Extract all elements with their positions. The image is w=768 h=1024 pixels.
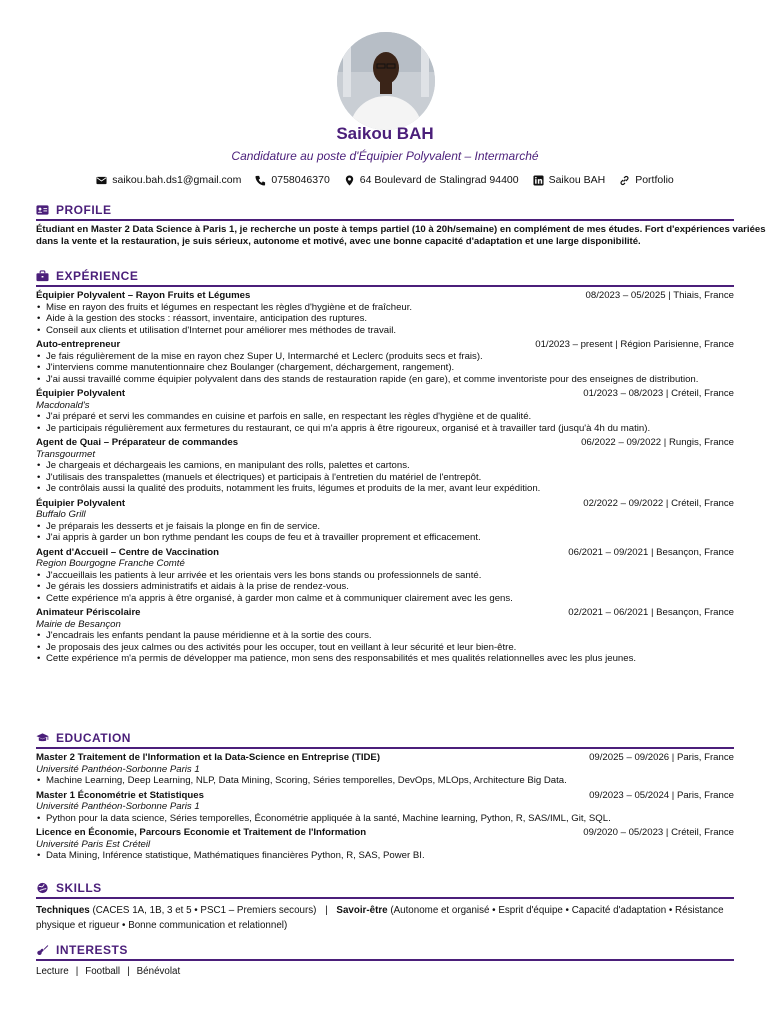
entry-title: Animateur Périscolaire (36, 607, 141, 618)
interest-item: Bénévolat (136, 966, 181, 977)
education-section (36, 730, 734, 862)
bullet-item: • J'encadrais les enfants pendant la pause méridienne et à la sortie des cours. (36, 630, 734, 642)
contact-portfolio[interactable] (619, 174, 674, 186)
contact-linkedin[interactable] (533, 174, 606, 186)
education-entry (36, 790, 734, 825)
entry-date-location: 01/2023 – 08/2023 | Créteil, France (583, 388, 734, 399)
interest-separator: | (75, 966, 79, 977)
contact-portfolio-text: Portfolio (635, 174, 674, 186)
id-card-icon (36, 204, 49, 216)
skills-technical-label: Techniques (36, 905, 90, 916)
bullet-item: • Cette expérience m'a appris à être organisé, à garder mon calme et à communiquer clairement avec les gens. (36, 593, 734, 605)
profile-heading-text: PROFILE (56, 203, 112, 217)
interests-heading-text: INTERESTS (56, 943, 128, 957)
bullet-item: • Aide à la gestion des stocks : réassort, inventaire, anticipation des ruptures. (36, 313, 734, 325)
entry-date-location: 02/2021 – 06/2021 | Besançon, France (568, 607, 734, 618)
bullet-item: • Conseil aux clients et utilisation d'Internet pour améliorer mes méthodes de travail. (36, 325, 734, 337)
entry-organization: Macdonald's (36, 399, 90, 411)
experience-entry (36, 547, 734, 605)
interest-item: Football (85, 966, 121, 977)
skills-content (36, 903, 734, 933)
location-pin-icon (344, 175, 355, 186)
education-entry (36, 827, 734, 862)
entry-title: Auto-entrepreneur (36, 339, 121, 350)
profile-section (36, 202, 766, 247)
bullet-item: • J'ai aussi travaillé comme équipier polyvalent dans des stands de restauration rapide (en gare), et comme inventoriste pour des enseignes de distribution. (36, 374, 734, 386)
experience-heading (36, 268, 734, 287)
interests-heading (36, 942, 734, 961)
entry-date-location: 09/2025 – 09/2026 | Paris, France (589, 752, 734, 763)
entry-organization: Buffalo Grill (36, 509, 86, 520)
candidate-name: Saikou BAH (336, 124, 434, 143)
entry-organization: Université Paris Est Créteil (36, 838, 151, 850)
contact-linkedin-text: Saikou BAH (548, 174, 606, 186)
education-heading (36, 730, 734, 749)
guitar-icon (36, 944, 49, 956)
contact-phone[interactable] (255, 174, 329, 186)
entry-header (36, 547, 734, 559)
interest-separator: | (127, 966, 130, 977)
experience-entry (36, 607, 734, 665)
interests-section (36, 942, 734, 977)
skills-soft-text: (Autonome et organisé • Esprit d'équipe • Capacité d'adaptation • Résistance physique et rigueur • Bonne communication et relationnel) (36, 905, 724, 931)
interest-item: Lecture (36, 966, 69, 977)
entry-date-location: 06/2022 – 09/2022 | Rungis, France (581, 437, 734, 448)
experience-entry (36, 388, 734, 434)
contact-email-text: saikou.bah.ds1@gmail.com (112, 174, 242, 186)
experience-list (36, 290, 734, 665)
briefcase-icon (36, 270, 49, 282)
interests-content (36, 966, 734, 977)
skills-technical-text: (CACES 1A, 1B, 3 et 5 • PSC1 – Premiers secours) (92, 905, 317, 916)
entry-title: Équipier Polyvalent (36, 497, 126, 509)
bullet-item: • Data Mining, Inférence statistique, Mathématiques financières Python, R, SAS, Power BI. (36, 850, 734, 862)
contact-address (344, 174, 519, 186)
entry-title: Agent de Quai – Préparateur de commandes (36, 437, 239, 448)
entry-title: Master 1 Économétrie et Statistiques (36, 789, 204, 801)
bullet-item: • J'accueillais les patients à leur arrivée et les orientais vers les bons stands ou professionnels de santé. (36, 570, 734, 582)
bullet-item: • Je fais régulièrement de la mise en rayon chez Super U, Intermarché et Leclerc (produits secs et frais). (36, 351, 734, 363)
contact-email[interactable] (96, 174, 241, 186)
education-heading-text: EDUCATION (56, 731, 131, 745)
contact-address-text: 64 Boulevard de Stalingrad 94400 (359, 174, 519, 186)
bullet-item: • Je gérais les dossiers administratifs et aidais à la prise de rendez-vous. (36, 581, 734, 593)
envelope-icon (96, 175, 107, 186)
phone-icon (255, 175, 266, 186)
linkedin-icon (533, 175, 544, 186)
entry-date-location: 06/2021 – 09/2021 | Besançon, France (568, 546, 734, 558)
entry-title: Équipier Polyvalent (36, 388, 126, 399)
bullet-item: • Python pour la data science, Séries temporelles, Économétrie appliquée à la santé, Machine learning, Python, R, SAS/IML, Git, SQL. (36, 813, 734, 825)
entry-organization: Université Panthéon-Sorbonne Paris 1 (36, 801, 200, 812)
entry-bullets (36, 813, 734, 825)
bullet-item: • J'ai préparé et servi les commandes en cuisine et parfois en salle, en respectant les règles d'hygiène et de qualité. (36, 411, 734, 423)
profile-summary: Étudiant en Master 2 Data Science à Paris 1, je recherche un poste à temps partiel (10 à 20h/semaine) en complément de mes études. Fort d'expériences variées dans la vente et la restauration, je suis sérieux, autonome et motivé, avec une bonne capacité d'adaptation et une large disponibilité. (36, 224, 766, 247)
entry-organization: Mairie de Besançon (36, 618, 121, 630)
skills-soft-label: Savoir-être (336, 905, 388, 916)
entry-header (36, 498, 734, 510)
contact-bar (36, 174, 734, 186)
entry-organization: Université Panthéon-Sorbonne Paris 1 (36, 763, 200, 775)
entry-header (36, 388, 734, 400)
bullet-item: • Cette expérience m'a permis de développer ma patience, mon sens des responsabilités et mes qualités relationnelles avec les plus jeunes. (36, 653, 734, 665)
entry-date-location: 08/2023 – 05/2025 | Thiais, France (585, 290, 734, 301)
bullet-item: • J'utilisais des transpalettes (manuels et électriques) et participais à l'entretien du matériel de l'entrepôt. (36, 472, 734, 484)
entry-header (36, 827, 734, 839)
entry-title: Équipier Polyvalent – Rayon Fruits et Légumes (36, 290, 251, 301)
profile-photo-image (337, 32, 435, 130)
bullet-item: • Mise en rayon des fruits et légumes en respectant les règles d'hygiène et de fraîcheur. (36, 302, 734, 314)
experience-section (36, 268, 734, 665)
entry-date-location: 02/2022 – 09/2022 | Créteil, France (583, 497, 734, 509)
entry-date-location: 01/2023 – present | Région Parisienne, France (535, 339, 734, 350)
experience-heading-text: EXPÉRIENCE (56, 269, 139, 283)
application-subtitle: Candidature au poste d'Équipier Polyvalent – Intermarché (231, 149, 539, 163)
bullet-item: • Machine Learning, Deep Learning, NLP, Data Mining, Scoring, Séries temporelles, DevOps, MLOps, Architecture Big Data. (36, 775, 734, 787)
entry-date-location: 09/2023 – 05/2024 | Paris, France (589, 789, 734, 801)
entry-header (36, 290, 734, 302)
experience-entry (36, 290, 734, 336)
entry-date-location: 09/2020 – 05/2023 | Créteil, France (583, 827, 734, 838)
entry-bullets (36, 521, 734, 544)
entry-header (36, 790, 734, 802)
experience-entry (36, 339, 734, 385)
entry-bullets (36, 850, 734, 862)
entry-bullets (36, 460, 734, 495)
entry-header (36, 437, 734, 449)
entry-bullets (36, 411, 734, 434)
skills-heading (36, 880, 734, 899)
entry-organization: Transgourmet (36, 448, 96, 460)
entry-bullets (36, 775, 734, 787)
entry-bullets (36, 570, 734, 605)
experience-entry (36, 498, 734, 544)
entry-organization: Region Bourgogne Franche Comté (36, 558, 185, 569)
graduation-cap-icon (36, 732, 49, 744)
education-list (36, 752, 734, 862)
bullet-item: • Je préparais les desserts et je faisais la plonge en fin de service. (36, 521, 734, 533)
experience-entry (36, 437, 734, 495)
entry-bullets (36, 302, 734, 337)
education-entry (36, 752, 734, 787)
entry-title: Licence en Économie, Parcours Economie et Traitement de l'Information (36, 827, 367, 838)
entry-header (36, 607, 734, 619)
entry-bullets (36, 351, 734, 386)
bullet-item: • Je participais régulièrement aux fermetures du restaurant, ce qui m'a appris à être rigoureux, organisé et à travailler tard (jusqu'à 4h du matin). (36, 423, 734, 435)
entry-header (36, 752, 734, 764)
entry-header (36, 339, 734, 351)
bullet-item: • Je chargeais et déchargeais les camions, en manipulant des rolls, palettes et cartons. (36, 460, 734, 472)
globe-icon (36, 882, 49, 894)
link-icon (619, 175, 630, 186)
skills-heading-text: SKILLS (56, 881, 102, 895)
profile-photo (337, 32, 435, 130)
entry-bullets (36, 630, 734, 665)
entry-title: Agent d'Accueil – Centre de Vaccination (36, 546, 220, 558)
contact-phone-text: 0758046370 (271, 174, 330, 186)
skills-separator: | (325, 905, 328, 916)
bullet-item: • J'interviens comme manutentionnaire chez Boulanger (chargement, déchargement, rangement). (36, 362, 734, 374)
entry-title: Master 2 Traitement de l'Information et la Data-Science en Entreprise (TIDE) (36, 752, 381, 763)
skills-section (36, 880, 734, 933)
profile-heading (36, 202, 734, 221)
bullet-item: • Je proposais des jeux calmes ou des activités pour les occuper, tout en veillant à leur sécurité et leur bien-être. (36, 642, 734, 654)
bullet-item: • Je contrôlais aussi la qualité des produits, notamment les fruits, légumes et produits de la mer, avant leur expédition. (36, 483, 734, 495)
bullet-item: • J'ai appris à garder un bon rythme pendant les coups de feu et à travailler proprement et efficacement. (36, 532, 734, 544)
